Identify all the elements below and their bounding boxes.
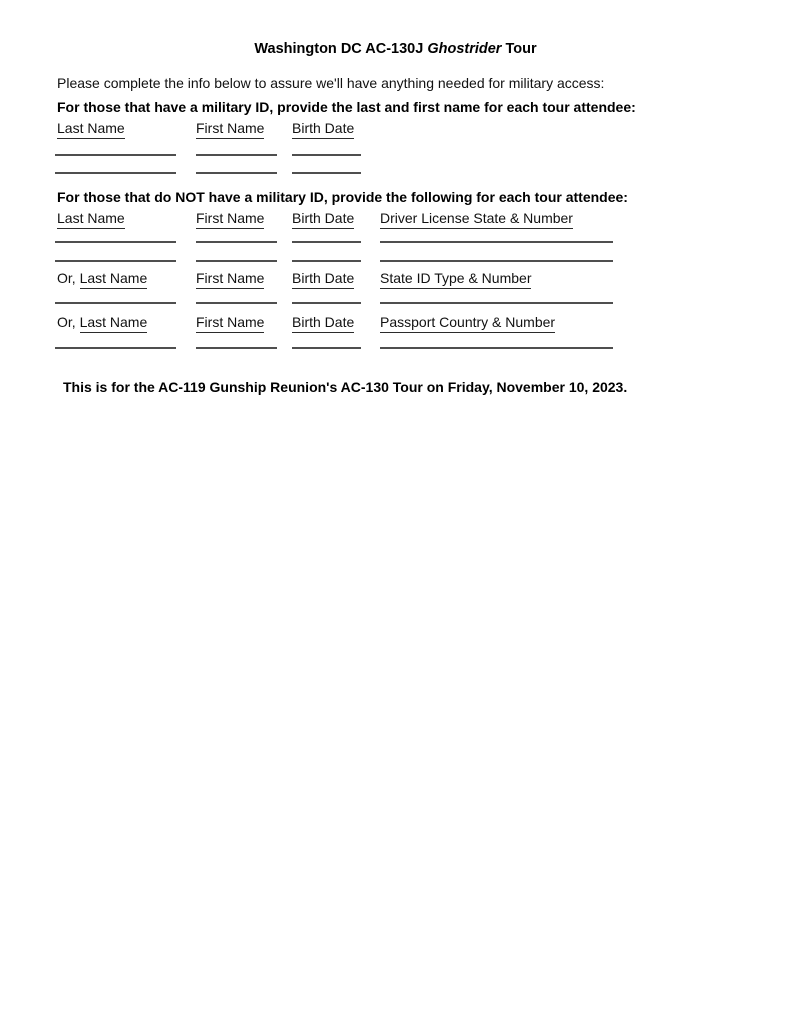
page-title: [0, 40, 791, 58]
column-header-birth-date: Birth Date: [292, 209, 354, 229]
column-header-last-name: Last Name: [57, 209, 125, 229]
blank-field-last-name: [55, 302, 176, 304]
intro-text: Please complete the info below to assure we'll have anything needed for military access:: [57, 75, 605, 91]
footer-note: This is for the AC-119 Gunship Reunion's AC-130 Tour on Friday, November 10, 2023.: [63, 379, 628, 395]
or-prefix: Or,: [57, 314, 76, 330]
column-header-birth-date: Birth Date: [292, 119, 354, 139]
military-id-section-heading: For those that have a military ID, provide the last and first name for each tour attendee:: [57, 99, 636, 115]
blank-field-last-name: [55, 241, 176, 243]
blank-field-birth-date: [292, 260, 361, 262]
blank-field-birth-date: [292, 154, 361, 156]
column-header-passport: Passport Country & Number: [380, 313, 555, 333]
blank-field-driver-license: [380, 260, 613, 262]
page-title-aircraft-name: Ghostrider: [427, 41, 502, 57]
blank-field-first-name: [196, 154, 277, 156]
blank-field-first-name: [196, 260, 277, 262]
blank-field-last-name: [55, 154, 176, 156]
blank-field-first-name: [196, 241, 277, 243]
column-header-birth-date: Birth Date: [292, 313, 354, 333]
blank-field-first-name: [196, 347, 277, 349]
non-military-id-section-heading: For those that do NOT have a military ID, provide the following for each tour attendee:: [57, 189, 628, 205]
column-header-state-id: State ID Type & Number: [380, 269, 531, 289]
blank-field-last-name: [55, 347, 176, 349]
column-header-first-name: First Name: [196, 269, 264, 289]
blank-field-birth-date: [292, 347, 361, 349]
blank-field-first-name: [196, 302, 277, 304]
blank-field-passport: [380, 347, 613, 349]
blank-field-birth-date: [292, 241, 361, 243]
column-header-first-name: First Name: [196, 313, 264, 333]
blank-field-last-name: [55, 172, 176, 174]
column-header-last-name: Last Name: [57, 119, 125, 139]
column-header-or-last-name: Or, Last Name: [57, 313, 147, 333]
or-prefix: Or,: [57, 270, 76, 286]
page-title-prefix: Washington DC AC-130J: [254, 41, 424, 57]
page-title-suffix: Tour: [505, 41, 537, 57]
blank-field-driver-license: [380, 241, 613, 243]
blank-field-birth-date: [292, 172, 361, 174]
column-header-first-name: First Name: [196, 209, 264, 229]
column-header-driver-license: Driver License State & Number: [380, 209, 573, 229]
blank-field-last-name: [55, 260, 176, 262]
column-header-first-name: First Name: [196, 119, 264, 139]
column-header-birth-date: Birth Date: [292, 269, 354, 289]
column-header-or-last-name: Or, Last Name: [57, 269, 147, 289]
blank-field-birth-date: [292, 302, 361, 304]
blank-field-first-name: [196, 172, 277, 174]
blank-field-state-id: [380, 302, 613, 304]
